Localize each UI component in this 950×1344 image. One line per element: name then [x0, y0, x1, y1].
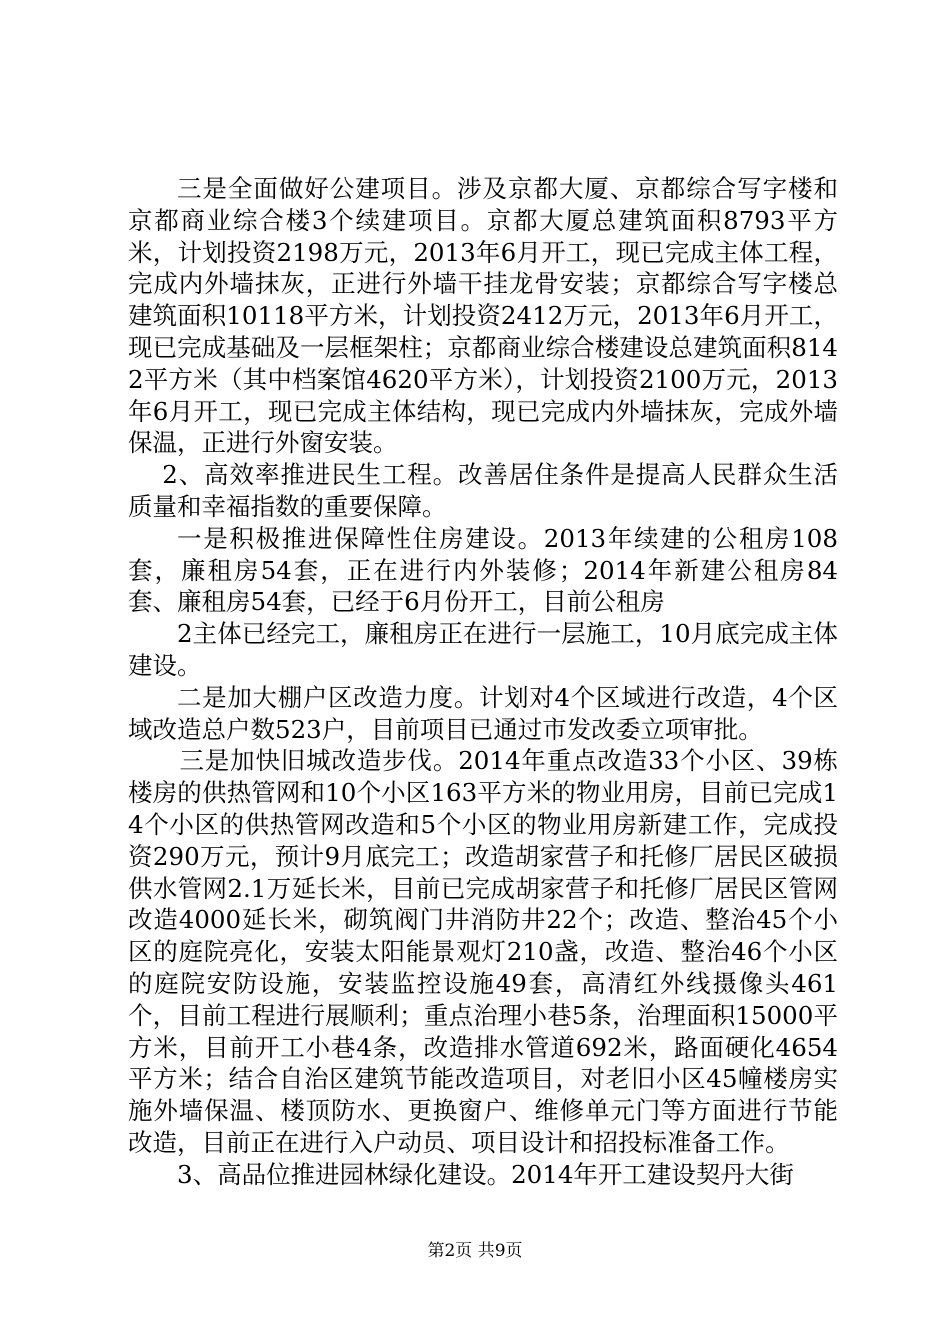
paragraph-affordable-housing: 一是积极推进保障性住房建设。2013年续建的公租房108套，廉租房54套，正在进行内外装修；2014年新建公租房84套、廉租房54套，已经于6月份开工，目前公租房: [128, 523, 838, 617]
paragraph-landscaping-heading: 3、高品位推进园林绿化建设。2014年开工建设契丹大街: [177, 1159, 794, 1189]
paragraph-public-buildings: 三是全面做好公建项目。涉及京都大厦、京都综合写字楼和京都商业综合楼3个续建项目。京都大厦总建筑面积8793平方米，计划投资2198万元，2013年6月开工，现已完成主体工程，完成内外墙抹灰，正进行外墙干挂龙骨安装；京都综合写字楼总建筑面积10118平方米，计划投资2412万元，2013年6月开工，现已完成基础及一层框架柱；京都商业综合楼建设总建筑面积8142平方米（其中档案馆4620平方米），计划投资2100万元，2013年6月开工，现已完成主体结构，现已完成内外墙抹灰，完成外墙保温，正进行外窗安装。: [128, 174, 838, 458]
paragraph-affordable-housing-continued: 2主体已经完工，廉租房正在进行一层施工，10月底完成主体建设。: [128, 619, 838, 680]
document-body: [128, 173, 838, 1191]
paragraph-livelihood-heading: 2、高效率推进民生工程。改善居住条件是提高人民群众生活质量和幸福指数的重要保障。: [128, 460, 838, 521]
paragraph-shantytown-renovation: 二是加大棚户区改造力度。计划对4个区域进行改造，4个区域改造总户数523户，目前项目已通过市发改委立项审批。: [128, 682, 838, 744]
page-footer: 第2页 共9页: [427, 1241, 523, 1261]
paragraph-old-town-renovation: 三是加快旧城改造步伐。2014年重点改造33个小区、39栋楼房的供热管网和10个小区163平方米的物业用房，目前已完成14个小区的供热管网改造和5个小区的物业用房新建工作，完成投资290万元，预计9月底完工；改造胡家营子和托修厂居民区破损供水管网2.1万延长米，目前已完成胡家营子和托修厂居民区管网改造4000延长米，砌筑阀门井消防井22个；改造、整治45个小区的庭院亮化，安装太阳能景观灯210盏，改造、整治46个小区的庭院安防设施，安装监控设施49套，高清红外线摄像头461个，目前工程进行展顺利；重点治理小巷5条，治理面积15000平方米，目前开工小巷4条，改造排水管道692米，路面硬化4654平方米；结合自治区建筑节能改造项目，对老旧小区45幢楼房实施外墙保温、楼顶防水、更换窗户、维修单元门等方面进行节能改造，目前正在进行入户动员、项目设计和招投标准备工作。: [128, 746, 838, 1157]
